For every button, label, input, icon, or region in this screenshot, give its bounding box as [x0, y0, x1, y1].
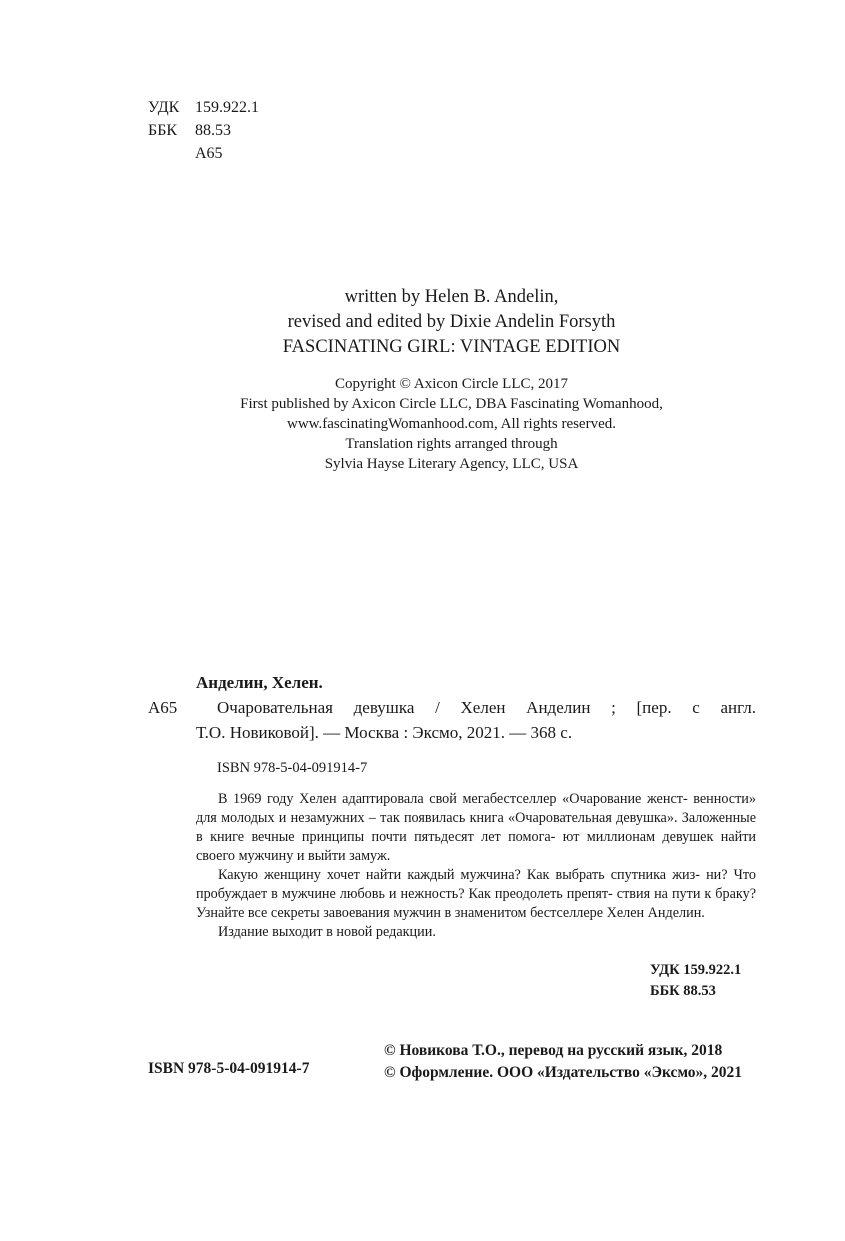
- udk-label: УДК: [148, 99, 180, 116]
- book-abstract: [196, 790, 756, 942]
- abstract-text: Какую женщину хочет найти каждый мужчина? Как выбрать спутника жиз-: [218, 867, 700, 883]
- udk-code: УДК 159.922.1: [650, 962, 742, 978]
- catalog-title-line-1: Очаровательная девушка / Хелен Анделин ; [пер. с англ.: [217, 698, 756, 717]
- abstract-text: ни? Что пробуждает в мужчине любовь и нежность? Как преодолеть препят-: [196, 867, 757, 902]
- catalog-index: А65: [148, 698, 178, 717]
- abstract-text: В 1969 году Хелен адаптировала свой мегабестселлер «Очарование женст-: [218, 791, 688, 807]
- abstract-text: девушка». Заложенные в книге вечные принципы почти пятьдесят лет помога-: [196, 810, 757, 845]
- abstract-paragraph-1: [196, 790, 756, 866]
- copyright-line-2: First published by Axicon Circle LLC, DBA Fascinating Womanhood,: [240, 396, 663, 412]
- abstract-text: Издание выходит в новой редакции.: [218, 924, 436, 940]
- catalog-author: Анделин, Хелен.: [196, 673, 323, 692]
- abstract-text: ствия на пути к браку? Узнайте все секреты завоевания мужчин в знаменитом: [196, 886, 756, 921]
- catalog-title-line-2: Т.О. Новиковой]. — Москва : Эксмо, 2021. — 368 с.: [196, 723, 573, 742]
- original-edition-block: [0, 285, 845, 360]
- copyright-line-3: www.fascinatingWomanhood.com, All rights reserved.: [287, 416, 616, 432]
- original-author-line: written by Helen B. Andelin,: [344, 287, 559, 307]
- footer-rights: [384, 1040, 742, 1084]
- bbk-label: ББК: [148, 122, 178, 139]
- bbk-value: 88.53: [195, 122, 231, 139]
- abstract-text: венности» для молодых и незамужних – так появилась книга «Очаровательная: [196, 791, 756, 826]
- copyright-line-1: Copyright © Axicon Circle LLC, 2017: [334, 376, 569, 392]
- original-editor-line: revised and edited by Dixie Andelin Forsyth: [287, 312, 616, 332]
- index-codes: [650, 960, 741, 1002]
- copyright-line-5: Sylvia Hayse Literary Agency, LLC, USA: [324, 456, 579, 472]
- catalog-isbn: ISBN 978-5-04-091914-7: [217, 760, 368, 776]
- author-mark-row: [148, 142, 259, 165]
- footer-isbn: ISBN 978-5-04-091914-7: [148, 1060, 310, 1077]
- abstract-paragraph-2: [196, 866, 756, 923]
- udk-value: 159.922.1: [195, 99, 259, 116]
- abstract-paragraph-3: [196, 923, 756, 942]
- copyright-line-4: Translation rights arranged through: [345, 436, 558, 452]
- author-mark: А65: [195, 145, 223, 162]
- classification-codes: [148, 96, 259, 165]
- udk-row: [148, 96, 259, 119]
- translation-copyright: © Новикова Т.О., перевод на русский язык, 2018: [384, 1042, 723, 1059]
- copyright-notice: [0, 374, 845, 474]
- bbk-code: ББК 88.53: [650, 983, 716, 999]
- original-title-line: FASCINATING GIRL: VINTAGE EDITION: [282, 337, 621, 357]
- abstract-text: ют миллионам девушек найти своего мужчину и выйти замуж.: [196, 829, 757, 864]
- abstract-text: бестселлере Хелен Анделин.: [530, 905, 705, 921]
- design-copyright: © Оформление. ООО «Издательство «Эксмо», 2021: [384, 1064, 743, 1081]
- bbk-row: [148, 119, 259, 142]
